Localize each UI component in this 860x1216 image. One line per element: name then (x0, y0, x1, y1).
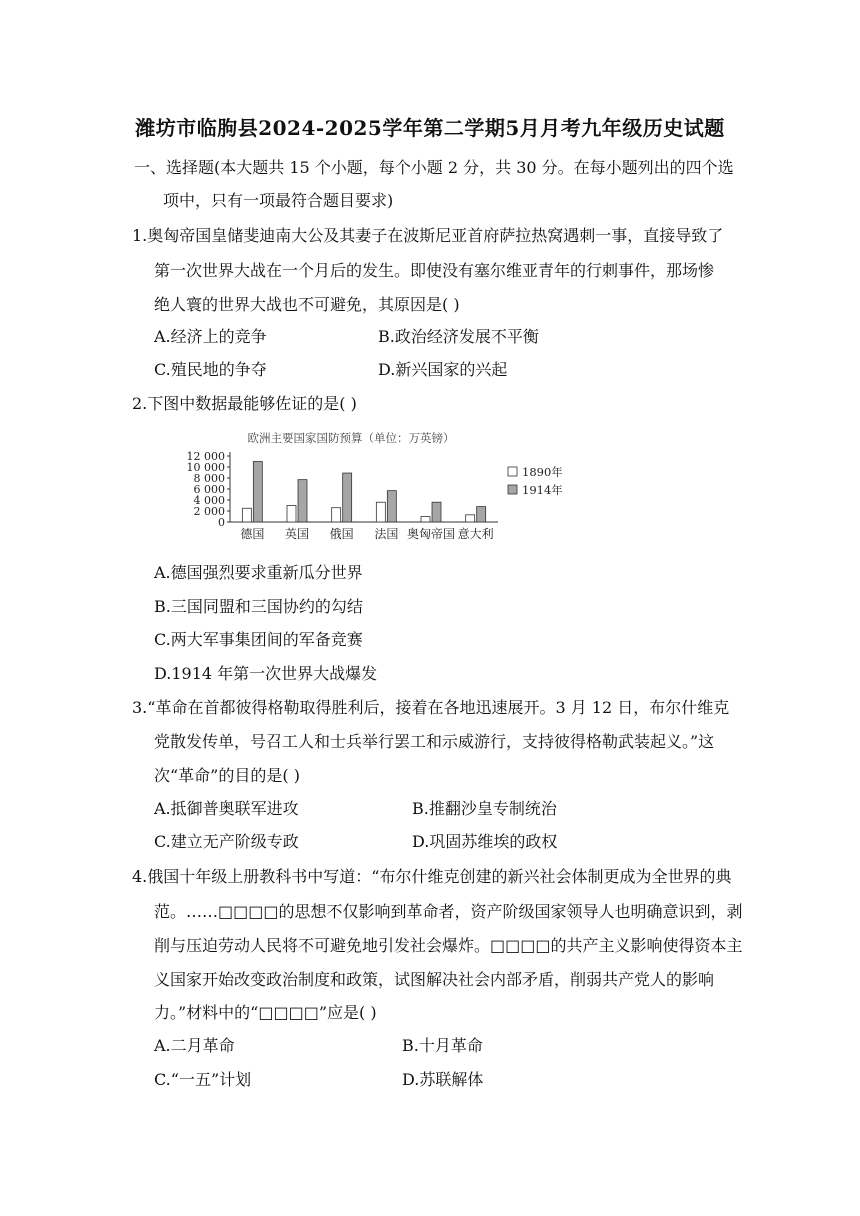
y-tick-label: 10 000 (186, 461, 225, 474)
bar-1890年 (332, 508, 341, 522)
bar-1890年 (466, 515, 475, 522)
q1-stem-line1: 1.奥匈帝国皇储斐迪南大公及其妻子在波斯尼亚首府萨拉热窝遇刺一事，直接导致了 (132, 226, 724, 245)
legend-label: 1914年 (522, 483, 563, 497)
q4-stem-line1: 4.俄国十年级上册教科书中写道：“布尔什维克创建的新兴社会体制更成为全世界的典 (132, 867, 732, 886)
q3-stem-line2: 党散发传单，号召工人和士兵举行罢工和示威游行，支持彼得格勒武装起义。”这 (154, 732, 715, 751)
bar-1890年 (421, 517, 430, 523)
q3-stem-line1: 3.“革命在首都彼得格勒取得胜利后，接着在各地迅速展开。3 月 12 日，布尔什维克 (132, 698, 730, 717)
chart-svg (186, 424, 576, 554)
section-heading-line1: 一、选择题(本大题共 15 个小题，每个小题 2 分，共 30 分。在每小题列出的四个选 (134, 158, 734, 177)
x-category-label: 英国 (284, 527, 310, 541)
bar-1914年 (432, 502, 441, 522)
x-category-label: 法国 (374, 527, 399, 541)
q2-option-a: A.德国强烈要求重新瓜分世界 (154, 563, 363, 582)
x-category-label: 俄国 (329, 527, 354, 541)
q1-option-a: A.经济上的竞争 (154, 327, 267, 346)
q4-stem-line2: 范。……□□□□的思想不仅影响到革命者，资产阶级国家领导人也明确意识到，剥 (154, 902, 743, 921)
y-tick-label: 2 000 (193, 505, 225, 518)
bar-1914年 (298, 480, 307, 522)
q1-stem-line3: 绝人寰的世界大战也不可避免，其原因是( ) (154, 295, 460, 314)
q1-option-b: B.政治经济发展不平衡 (378, 327, 539, 346)
bar-1914年 (387, 491, 396, 522)
defense-budget-chart (186, 424, 576, 554)
bar-1914年 (343, 473, 352, 522)
q4-stem-line5: 力。”材料中的“□□□□”应是( ) (154, 1003, 377, 1022)
q1-option-d: D.新兴国家的兴起 (378, 360, 508, 379)
legend-swatch-1890年 (508, 467, 517, 476)
x-category-label: 德国 (240, 527, 265, 541)
q4-option-c: C.“一五”计划 (154, 1070, 252, 1089)
y-tick-label: 6 000 (193, 483, 225, 496)
q4-option-d: D.苏联解体 (402, 1070, 484, 1089)
x-category-label: 奥匈帝国 (406, 527, 456, 541)
bar-1890年 (287, 506, 296, 523)
bar-1914年 (477, 507, 486, 522)
q3-option-a: A.抵御普奥联军进攻 (154, 799, 299, 818)
bar-1890年 (376, 502, 385, 522)
bar-1914年 (253, 462, 262, 523)
q2-option-d: D.1914 年第一次世界大战爆发 (154, 664, 378, 683)
q2-stem: 2.下图中数据最能够佐证的是( ) (132, 394, 357, 413)
q3-option-d: D.巩固苏维埃的政权 (412, 832, 558, 851)
section-heading-line2: 项中，只有一项最符合题目要求) (163, 191, 394, 210)
q3-option-b: B.推翻沙皇专制统治 (412, 799, 557, 818)
y-tick-label: 4 000 (193, 494, 225, 507)
q3-option-c: C.建立无产阶级专政 (154, 832, 299, 851)
q3-stem-line3: 次“革命”的目的是( ) (154, 766, 300, 785)
chart-title: 欧洲主要国家国防预算（单位：万英镑） (247, 431, 455, 445)
q1-stem-line2: 第一次世界大战在一个月后的发生。即使没有塞尔维亚青年的行刺事件，那场惨 (154, 261, 715, 280)
q2-option-b: B.三国同盟和三国协约的勾结 (154, 597, 363, 616)
y-tick-label: 8 000 (193, 472, 225, 485)
q4-option-b: B.十月革命 (402, 1036, 483, 1055)
x-category-label: 意大利 (457, 527, 494, 541)
y-tick-label: 12 000 (186, 450, 225, 463)
q4-stem-line3: 削与压迫劳动人民将不可避免地引发社会爆炸。□□□□的共产主义影响使得资本主 (154, 936, 743, 955)
q2-option-c: C.两大军事集团间的军备竞赛 (154, 630, 363, 649)
q4-stem-line4: 义国家开始改变政治制度和政策，试图解决社会内部矛盾，削弱共产党人的影响 (154, 970, 715, 989)
q1-option-c: C.殖民地的争夺 (154, 360, 267, 379)
legend-swatch-1914年 (508, 485, 517, 494)
q4-option-a: A.二月革命 (154, 1036, 235, 1055)
y-tick-label: 0 (218, 516, 225, 529)
bar-1890年 (242, 508, 251, 522)
legend-label: 1890年 (522, 465, 563, 479)
page-title: 潍坊市临朐县2024-2025学年第二学期5月月考九年级历史试题 (135, 116, 725, 140)
